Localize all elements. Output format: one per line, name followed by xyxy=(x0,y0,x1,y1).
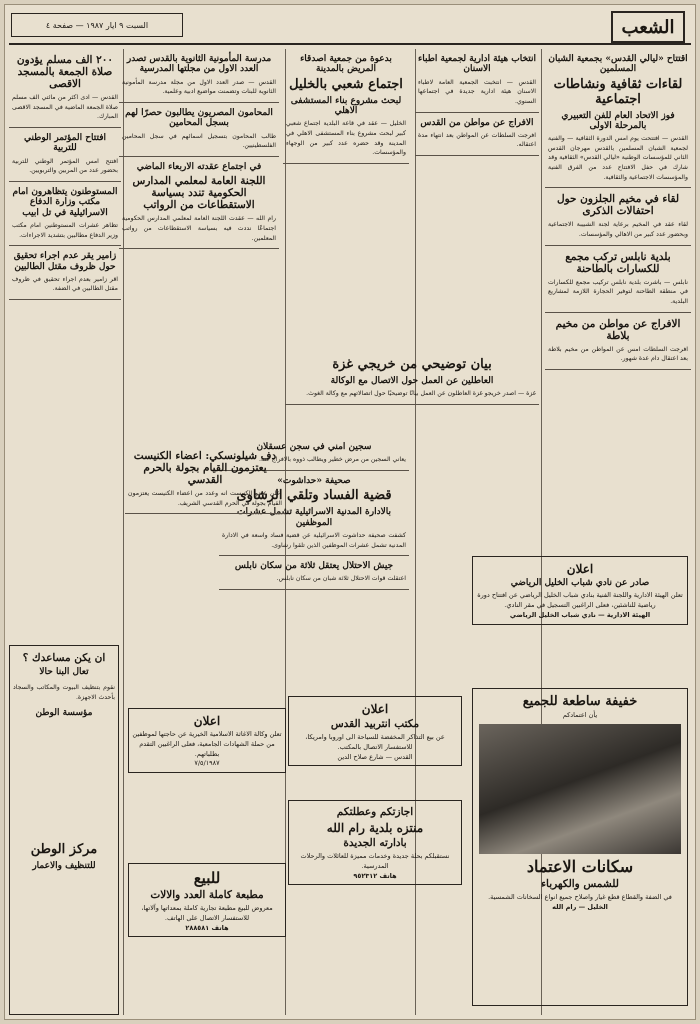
article-body: الخليل — عقد في قاعة البلدية اجتماع شعبي كبير لبحث مشروع بناء المستشفى الاهلي في المدينة وقد حضره عدد كبير من الوجهاء والمؤسسات. xyxy=(286,120,406,157)
article-gaza-graduates xyxy=(285,353,539,405)
ad-tagline: للتنظيف والاعمار xyxy=(32,860,96,871)
ad-solar-heaters xyxy=(469,685,691,1015)
ad-title: اجازتكم وعطلتكم xyxy=(336,806,414,818)
ad-tagline: للشمس والكهرباء xyxy=(541,877,619,890)
ad-answer: تعال البنا حالا xyxy=(39,667,89,678)
article-headline: افتتاح المؤتمر الوطني للتربية xyxy=(23,133,107,154)
article-kicker: اقتتاح «ليالي القدس» بجمعية الشبان المسلمين xyxy=(548,54,688,75)
article-body: غزة — اصدر خريجو غزة العاطلون عن العمل بيانًا توضيحيًا حول اتصالاتهم مع وكالة الغوث. xyxy=(306,390,536,398)
masthead xyxy=(9,9,691,45)
ad-signature: الهيئة الادارية — نادي شباب الخليل الرياضي xyxy=(509,610,651,619)
article-kicker: في اجتماع عقدته الاربعاء الماضي xyxy=(136,161,262,172)
ad-title: اعلان xyxy=(566,562,594,576)
ad-title: اعلان xyxy=(361,702,389,716)
article-kicker: بدعوة من جمعية اصدقاء المريض بالمدينة xyxy=(300,54,392,75)
column-second xyxy=(415,49,539,349)
column-left xyxy=(9,49,121,629)
ad-question: ان يكن مساعدك ؟ xyxy=(22,652,106,664)
article-mamuniya xyxy=(119,49,279,103)
article-headline: المستوطنون يتظاهرون امام مكتب وزارة الدفاع الاسرائيلية في تل ابيب xyxy=(12,186,118,218)
article-headline: جيش الاحتلال يعتقل ثلاثة من سكان نابلس xyxy=(234,561,394,572)
ad-subline: يأن اعتمادكم xyxy=(562,711,598,719)
ad-title: للبيع xyxy=(193,869,221,887)
article-prisoner-release xyxy=(415,113,539,157)
article-headline: ٢٠٠ الف مسلم يؤدون صلاة الجمعة بالمسجد الاقصى xyxy=(16,54,114,91)
ad-subtitle: منتزه بلدية رام الله xyxy=(326,821,424,836)
ad-org: مؤسسة الوطن xyxy=(35,707,93,718)
ad-subtitle: صادر عن نادي شباب الخليل الرياضي xyxy=(510,578,650,588)
ad-body: معروض للبيع مطبعة تجارية كاملة بمعداتها وآلاتها، للاستفسار الاتصال على الهاتف. xyxy=(141,904,273,922)
ad-hebron-youth xyxy=(469,553,691,683)
ad-watan-cleaning xyxy=(9,645,119,1015)
article-headline: زامير يقر عدم اجراء تحقيق حول ظروف مقتل الطالبين xyxy=(13,251,117,272)
article-headline: الافراج عن مواطن من القدس xyxy=(420,117,534,128)
ad-phone: هاتف ٢٨٨٥٨١ xyxy=(185,923,229,932)
article-hebron-meeting xyxy=(283,49,409,164)
article-headline: بلدية نابلس تركب مجمع للكسارات بالطاحنة xyxy=(565,250,671,275)
article-headline: لقاء في مخيم الجلزون حول احتفالات الذكرى xyxy=(556,193,680,218)
article-settlers-protest xyxy=(9,182,121,246)
article-subhead: بالادارة المدنية الاسرائيلية تشمل عشرات الموظفين xyxy=(237,507,391,528)
ad-box xyxy=(128,863,286,937)
article-education-conference xyxy=(9,128,121,182)
article-zamir xyxy=(9,246,121,300)
article-subhead: العاطلين عن العمل حول الاتصال مع الوكالة xyxy=(330,375,494,386)
newspaper-page xyxy=(4,4,696,1020)
article-youth-center xyxy=(545,49,691,188)
ad-spacer xyxy=(10,721,118,841)
article-body: كشفت صحيفة حداشوت الاسرائيلية عن قضية فساد واسعة في الادارة المدنية تشمل عشرات الموظفين الذين تلقوا رشاوى. xyxy=(222,531,406,549)
article-body: رام الله — عقدت اللجنة العامة لمعلمي المدارس الحكومية اجتماعًا نددت فيه بسياسة الاستقطاعات من رواتب المعلمين. xyxy=(122,215,276,242)
ad-ramallah-park xyxy=(285,797,465,1017)
ad-address: القدس — شارع صلاح الدين xyxy=(337,752,413,761)
ad-box xyxy=(472,688,688,1006)
article-headline: لقاءات ثقافية ونشاطات اجتماعية xyxy=(553,76,683,107)
article-headline: مدرسة المأمونية الثانوية بالقدس تصدر العدد الاول من مجلتها المدرسية xyxy=(126,54,272,75)
article-body: اعتقلت قوات الاحتلال ثلاثة شبان من سكان نابلس. xyxy=(276,575,406,583)
article-body: يعاني السجين من مرض خطير ويطالب ذووه بالافراج عنه. xyxy=(259,456,406,464)
ad-interbid xyxy=(285,693,465,793)
column-fourth xyxy=(119,49,279,479)
article-headline: قضية الفساد وتلقي الرشاوى xyxy=(236,488,392,504)
ad-box xyxy=(128,708,286,773)
article-headline: الافراج عن مواطن من مخيم بلاطة xyxy=(555,317,681,342)
article-body: طالب المحامون بتسجيل اسمائهم في سجل المحامين الفلسطينيين. xyxy=(122,132,276,150)
article-headline: بيان توضيحي من خريجي غزة xyxy=(332,357,492,372)
ad-subtitle-2: بادارته الجديدة xyxy=(343,837,407,850)
article-body: القدس — افتتحت يوم امس الدورة الثقافية — والفنية لجمعية الشبان المسلمين بالقدس مهرجان القدس الثاني للمؤسسات الوطنية «ليالي القدس» الثقافية وقد شارك في حفل الافتتاح عدد من الفرق الفنية والمؤسسات الاجتماعية والثقافية. xyxy=(548,135,688,181)
ad-brand: سكانات الاعتماد xyxy=(526,856,634,876)
article-knesset-tour xyxy=(125,445,285,514)
ad-phone: هاتف ٩٥٢٣١٢ xyxy=(353,871,397,880)
ad-body: في الضفة والقطاع قطع غيار واصلاح جميع انواع السخانات الشمسية. xyxy=(488,892,672,901)
article-headline: اللجنة العامة لمعلمي المدارس الحكومية تندد بسياسة الاستقطاعات من الرواتب xyxy=(132,175,266,212)
article-headline: المحامون المصريون يطالبون حصرًا لهم بسجل المحامين xyxy=(125,107,273,129)
ad-relief-notice xyxy=(125,705,289,855)
solar-heater-photo xyxy=(479,724,681,854)
article-body: القدس — صدر العدد الاول من مجلة مدرسة المأمونية الثانوية للبنات وتضمنت مواضيع ادبية وعلمية. xyxy=(122,78,276,96)
article-dentists xyxy=(415,49,539,113)
ad-date: ٧/٥/١٩٨٧ xyxy=(194,759,220,768)
article-headline: سجين امني في سجن عسقلان xyxy=(256,442,372,452)
ad-press-sale xyxy=(125,860,289,1015)
article-body: اقر زامير بعدم اجراء تحقيق في ظروف مقتل الطالبين في الضفة. xyxy=(12,275,118,293)
ad-body: تعلن الهيئة الادارية واللجنة الفنية بنادي شباب الخليل الرياضي عن افتتاح دورة رياضية للناشئين، فعلى الراغبين التسجيل في مقر النادي. xyxy=(477,591,683,610)
ad-top-line: خفيفة ساطعة للجميع xyxy=(522,694,638,709)
article-body: القدس — ادى اكثر من مائتي الف مسلم صلاة الجمعة الماضية في المسجد الاقصى المبارك. xyxy=(12,94,118,121)
ad-subtitle: مطبعة كاملة العدد والالات xyxy=(150,889,264,901)
article-jalazone xyxy=(545,188,691,245)
ad-address: الخليل — رام الله xyxy=(552,902,608,911)
ad-org-center: مركز الوطن xyxy=(30,841,98,857)
article-nablus-crushers xyxy=(545,246,691,313)
article-headline: دف شيلونسكي: اعضاء الكنيست يعتزمون القيام بجولة بالحرم القدسي xyxy=(133,450,277,487)
article-headline: انتخاب هيئة ادارية لجمعية اطباء الاسنان xyxy=(418,54,536,75)
article-body: افتتح امس المؤتمر الوطني للتربية بحضور عدد من المربين والتربويين. xyxy=(12,157,118,175)
masthead-dateline: السبت ٩ ايار ١٩٨٧ — صفحة ٤ xyxy=(11,13,183,37)
article-body: نابلس — باشرت بلدية نابلس تركيب مجمع للكسارات في منطقة الطاحنة لتوفير الحجارة اللازمة لمشاريع البلدية. xyxy=(548,278,688,305)
gaza-block xyxy=(285,353,539,433)
ad-body: عن بيع التذاكر المخفضة للسياحة الى اوروبا وامريكا، للاستفسار الاتصال بالمكتب. xyxy=(305,733,445,751)
ad-body: نقوم بتنظيف البيوت والمكاتب والسجاد بأحدث الاجهزة. xyxy=(13,684,115,702)
article-subhead: فوز الاتحاد العام للفن التعبيري بالمرحلة الاولى xyxy=(561,110,675,131)
ad-box xyxy=(472,556,688,625)
article-headline: اجتماع شعبي بالخليل xyxy=(289,76,403,92)
ad-body: نستقبلكم بحلة جديدة وخدمات مميزة للعائلات والرحلات المدرسية. xyxy=(300,852,450,870)
article-body: اعلن عضو الكنيست انه وعدد من اعضاء الكنيست يعتزمون القيام بجولة في الحرم القدسي الشريف. xyxy=(128,490,282,507)
column-right xyxy=(545,49,691,549)
masthead-logo: الشعب xyxy=(611,11,685,43)
article-body: افرجت السلطات امس عن المواطن من مخيم بلاطة بعد اعتقال دام عدة شهور. xyxy=(548,345,688,363)
article-kicker: صحيفة «حداشوت» xyxy=(277,475,351,486)
article-aqsa-prayer xyxy=(9,49,121,128)
article-subhead: لبحث مشروع بناء المستشفى الاهلي xyxy=(290,95,402,116)
ad-subtitle: مكتب انتربيد القدس xyxy=(330,718,420,730)
article-teachers xyxy=(119,157,279,249)
article-balata-release xyxy=(545,313,691,370)
article-lawyers xyxy=(119,103,279,157)
article-body: افرجت السلطات عن المواطن بعد انتهاء مدة اعتقاله. xyxy=(418,131,536,149)
ad-box xyxy=(288,696,462,766)
ad-box xyxy=(288,800,462,885)
column-third xyxy=(283,49,409,279)
article-body: القدس — انتخبت الجمعية العامة لاطباء الاسنان هيئة ادارية جديدة في اجتماعها السنوي. xyxy=(418,78,536,105)
article-body: تظاهر عشرات المستوطنين امام مكتب وزير الدفاع مطالبين بتشديد الاجراءات. xyxy=(12,221,118,239)
ad-body: تعلن وكالة الاغاثة الاسلامية الخيرية عن حاجتها لموظفين من حملة الشهادات الجامعية، فعلى الراغبين التقدم بطلباتهم. xyxy=(132,730,282,758)
knesset-block xyxy=(125,445,285,565)
article-body: لقاء عقد في المخيم برعاية لجنة الشبيبة الاجتماعية وبحضور عدد كبير من الاهالي والمؤسسات. xyxy=(548,221,688,239)
ad-title: اعلان xyxy=(193,714,221,728)
